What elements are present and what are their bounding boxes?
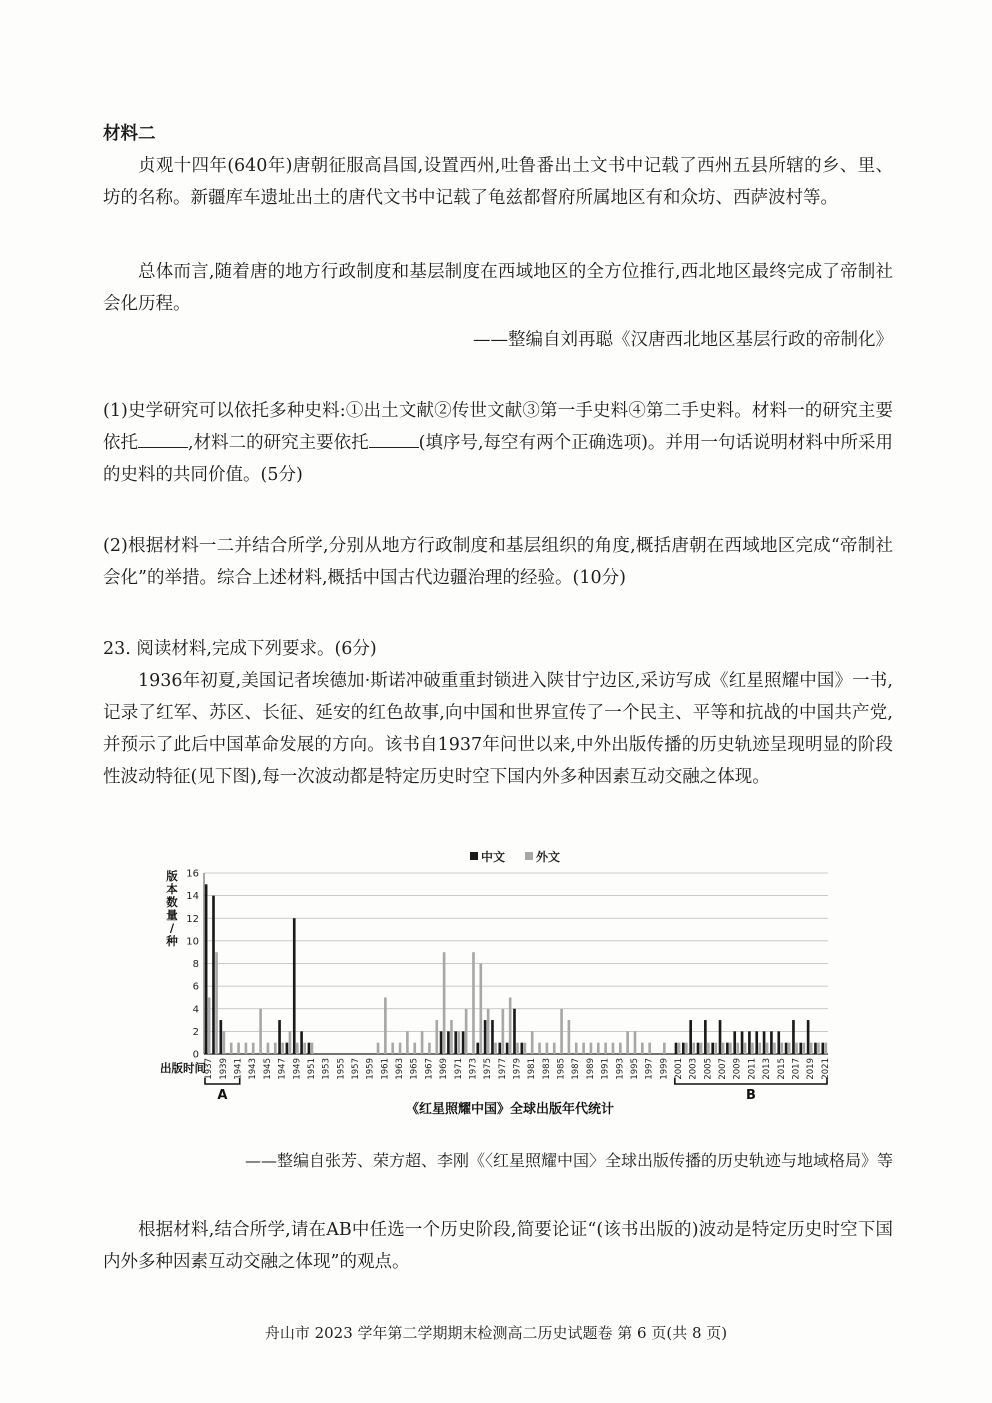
- x-tick-label: 2001: [674, 1058, 685, 1080]
- bar-foreign: [450, 1020, 453, 1054]
- bar-chinese: [682, 1043, 685, 1054]
- y-tick-label: 12: [186, 913, 199, 925]
- bar-foreign: [626, 1031, 629, 1054]
- x-tick-label: 1961: [380, 1058, 391, 1080]
- bar-foreign: [443, 952, 446, 1054]
- bar-foreign: [421, 1031, 424, 1054]
- answer-blank-1[interactable]: [138, 429, 188, 448]
- bar-chinese: [675, 1043, 678, 1054]
- bar-foreign: [590, 1043, 593, 1054]
- material2-paragraph-1: 贞观十四年(640年)唐朝征服高昌国,设置西州,吐鲁番出土文书中记载了西州五县所辖的乡、里、坊的名称。新疆库车遗址出土的唐代文书中记载了龟兹都督府所属地区有和众坊、西萨波村等。: [103, 156, 893, 208]
- bar-foreign: [700, 1043, 703, 1054]
- bar-foreign: [230, 1043, 233, 1054]
- bar-foreign: [494, 1043, 497, 1054]
- y-tick-label: 16: [186, 868, 199, 880]
- x-tick-label: 1989: [585, 1058, 596, 1080]
- x-tick-label: 1945: [262, 1058, 273, 1080]
- x-tick-label: 1977: [497, 1058, 508, 1080]
- bar-foreign: [582, 1043, 585, 1054]
- bar-chinese: [513, 1009, 516, 1054]
- bar-foreign: [502, 1009, 505, 1054]
- y-tick-label: 10: [186, 936, 199, 948]
- bar-foreign: [612, 1043, 615, 1054]
- bar-chinese: [711, 1043, 714, 1054]
- bar-chinese: [454, 1031, 457, 1054]
- bar-foreign: [736, 1043, 739, 1054]
- bar-foreign: [245, 1043, 248, 1054]
- legend-swatch: [525, 852, 533, 860]
- bar-foreign: [223, 1031, 226, 1054]
- x-tick-label: 2005: [703, 1058, 714, 1080]
- material2-paragraph-2: 总体而言,随着唐的地方行政制度和基层制度在西域地区的全方位推行,西北地区最终完成了帝制社会化历程。: [103, 262, 893, 314]
- bar-chinese: [278, 1020, 281, 1054]
- bar-foreign: [311, 1043, 314, 1054]
- y-tick-label: 2: [192, 1026, 199, 1038]
- bar-chinese: [440, 1031, 443, 1054]
- bar-foreign: [303, 1043, 306, 1054]
- bar-foreign: [810, 1043, 813, 1054]
- x-tick-label: 2021: [820, 1058, 831, 1080]
- legend-label: 外文: [536, 850, 561, 864]
- x-tick-label: 1947: [277, 1058, 288, 1080]
- legend-label: 中文: [481, 850, 506, 864]
- bar-foreign: [406, 1031, 409, 1054]
- question-23-source: ——整编自张芳、荣方超、李刚《〈红星照耀中国〉全球出版传播的历史轨迹与地域格局》等: [244, 1151, 893, 1170]
- bar-foreign: [788, 1043, 791, 1054]
- bar-foreign: [597, 1043, 600, 1054]
- bar-foreign: [281, 1043, 284, 1054]
- bar-foreign: [399, 1043, 402, 1054]
- question-23-material: 1936年初夏,美国记者埃德加·斯诺冲破重重封锁进入陕甘宁边区,采访写成《红星照耀中国》一书,记录了红军、苏区、长征、延安的红色故事,向中国和世界宣传了一个民主、平等和抗战的中国共产党,并预示了此后中国革命发展的方向。该书自1937年问世以来,中外出版传播的历史轨迹呈现明显的阶段性波动特征(见下图),每一次波动都是特定历史时空下国内外多种因素互动交融之体现。: [103, 671, 893, 787]
- x-tick-label: 1941: [233, 1058, 244, 1080]
- bar-chinese: [697, 1043, 700, 1054]
- bar-foreign: [259, 1009, 262, 1054]
- bar-chinese: [748, 1031, 751, 1054]
- x-tick-label: 1971: [453, 1058, 464, 1080]
- y-tick-label: 8: [192, 959, 199, 970]
- bar-foreign: [648, 1043, 651, 1054]
- bar-chinese: [520, 1043, 523, 1054]
- x-tick-label: 1995: [629, 1058, 640, 1080]
- y-tick-label: 0: [192, 1049, 199, 1061]
- bar-foreign: [758, 1043, 761, 1054]
- question-1-part-2: ,材料二的研究主要依托: [188, 433, 369, 453]
- bar-chinese: [484, 1020, 487, 1054]
- y-tick-label: 6: [192, 981, 199, 993]
- bar-chinese: [792, 1020, 795, 1054]
- y-axis-label-char: 种: [166, 934, 178, 948]
- x-tick-label: 1997: [644, 1058, 655, 1080]
- bar-foreign: [296, 1043, 299, 1054]
- bar-foreign: [472, 952, 475, 1054]
- x-tick-label: 1979: [512, 1058, 523, 1080]
- x-tick-label: 1991: [600, 1058, 611, 1080]
- bar-chinese: [498, 1043, 501, 1054]
- question-1: [103, 395, 893, 491]
- x-tick-label: 2011: [747, 1058, 758, 1080]
- bar-chinese: [733, 1031, 736, 1054]
- x-tick-label: 1973: [468, 1058, 479, 1080]
- x-tick-label: 2019: [806, 1058, 817, 1080]
- x-tick-label: 1951: [306, 1058, 317, 1080]
- bar-chinese: [799, 1043, 802, 1054]
- bar-foreign: [619, 1043, 622, 1054]
- x-tick-label: 2013: [762, 1058, 773, 1080]
- bar-foreign: [553, 1043, 556, 1054]
- bar-chinese: [220, 1020, 223, 1054]
- chart-title: 《红星照耀中国》全球出版年代统计: [405, 1102, 615, 1117]
- bar-chinese: [462, 1031, 465, 1054]
- question-1-part-1: (1)史学研究可以依托多种史料:①出土文献②传世文献③第一手史料④第二手史料。材料一的研究主要依托: [103, 401, 893, 453]
- question-23-task: 根据材料,结合所学,请在AB中任选一个历史阶段,简要论证“(该书出版的)波动是特定历史时空下国内外多种因素互动交融之体现”的观点。: [103, 1220, 893, 1272]
- x-tick-label: 1967: [424, 1058, 435, 1080]
- bar-foreign: [267, 1043, 270, 1054]
- x-tick-label: 1993: [615, 1058, 626, 1080]
- x-tick-label: 1939: [218, 1058, 229, 1080]
- x-tick-label: 1965: [409, 1058, 420, 1080]
- y-axis-label-char: /: [169, 921, 175, 935]
- bar-foreign: [773, 1043, 776, 1054]
- bar-foreign: [780, 1043, 783, 1054]
- question-2: (2)根据材料一二并结合所学,分别从地方行政制度和基层组织的角度,概括唐朝在西域地区完成“帝制社会化”的举措。综合上述材料,概括中国古代边疆治理的经验。(10分): [103, 536, 893, 588]
- bar-foreign: [692, 1043, 695, 1054]
- bar-chinese: [755, 1031, 758, 1054]
- bar-foreign: [685, 1043, 688, 1054]
- x-tick-label: 1953: [321, 1058, 332, 1080]
- bar-chinese: [308, 1043, 311, 1054]
- bar-foreign: [575, 1043, 578, 1054]
- bar-chinese: [704, 1020, 707, 1054]
- publication-bar-chart: [160, 846, 860, 1121]
- bar-chinese: [205, 884, 208, 1054]
- bar-foreign: [413, 1043, 416, 1054]
- bar-chinese: [293, 918, 296, 1054]
- y-axis-label-char: 本: [166, 882, 178, 896]
- bar-foreign: [435, 1020, 438, 1054]
- x-tick-label: 1999: [659, 1058, 670, 1080]
- bar-foreign: [795, 1043, 798, 1054]
- bar-foreign: [817, 1043, 820, 1054]
- y-tick-label: 14: [186, 891, 199, 903]
- bar-chinese: [286, 1043, 289, 1054]
- x-tick-label: 2017: [791, 1058, 802, 1080]
- bar-foreign: [766, 1043, 769, 1054]
- bar-chinese: [821, 1043, 824, 1054]
- bar-chinese: [476, 1043, 479, 1054]
- bar-chinese: [491, 1020, 494, 1054]
- x-tick-label: 1963: [395, 1058, 406, 1080]
- period-label: B: [745, 1088, 756, 1103]
- question-1-part-3: (填序号,每空有两个正确选项)。并用一句话说明材料中所采用的史料的共同价值。(5分): [103, 433, 894, 485]
- bar-chinese: [212, 896, 215, 1054]
- x-tick-label: 1943: [248, 1058, 259, 1080]
- answer-blank-2[interactable]: [369, 429, 419, 448]
- bar-foreign: [744, 1043, 747, 1054]
- bar-foreign: [634, 1031, 637, 1054]
- bar-foreign: [663, 1043, 666, 1054]
- y-axis-label-char: 数: [166, 895, 178, 909]
- y-axis-label-char: 量: [166, 908, 178, 922]
- x-tick-label: 2007: [718, 1058, 729, 1080]
- bar-foreign: [751, 1043, 754, 1054]
- x-tick-label: 2009: [732, 1058, 743, 1080]
- period-label: A: [217, 1088, 228, 1103]
- bar-foreign: [509, 997, 512, 1054]
- bar-foreign: [729, 1043, 732, 1054]
- bar-foreign: [391, 1043, 394, 1054]
- bar-foreign: [274, 1043, 277, 1054]
- bar-foreign: [641, 1043, 644, 1054]
- bar-chinese: [785, 1043, 788, 1054]
- bar-foreign: [604, 1043, 607, 1054]
- x-tick-label: 2003: [688, 1058, 699, 1080]
- y-tick-label: 4: [192, 1004, 199, 1016]
- bar-foreign: [678, 1043, 681, 1054]
- bar-foreign: [803, 1043, 806, 1054]
- bar-foreign: [825, 1043, 828, 1054]
- bar-foreign: [377, 1043, 380, 1054]
- legend-swatch: [470, 852, 478, 860]
- material2-heading: 材料二: [103, 124, 156, 144]
- x-tick-label: 1985: [556, 1058, 567, 1080]
- bar-chinese: [689, 1020, 692, 1054]
- bar-foreign: [237, 1043, 240, 1054]
- bar-chinese: [300, 1031, 303, 1054]
- bar-chinese: [777, 1031, 780, 1054]
- bar-foreign: [516, 1043, 519, 1054]
- bar-chinese: [447, 1031, 450, 1054]
- x-tick-label: 1983: [541, 1058, 552, 1080]
- x-tick-label: 1969: [439, 1058, 450, 1080]
- bar-foreign: [289, 1031, 292, 1054]
- bar-chinese: [719, 1020, 722, 1054]
- bar-foreign: [722, 1043, 725, 1054]
- x-tick-label: 1959: [365, 1058, 376, 1080]
- bar-foreign: [568, 1020, 571, 1054]
- x-axis-label: 出版时间: [160, 1061, 206, 1075]
- bar-foreign: [208, 997, 211, 1054]
- x-tick-label: 1987: [571, 1058, 582, 1080]
- bar-chinese: [763, 1031, 766, 1054]
- bar-foreign: [531, 1031, 534, 1054]
- x-tick-label: 1955: [336, 1058, 347, 1080]
- bar-foreign: [479, 964, 482, 1055]
- x-tick-label: 1937: [204, 1058, 215, 1080]
- bar-chinese: [770, 1031, 773, 1054]
- bar-foreign: [215, 952, 218, 1054]
- bar-foreign: [707, 1043, 710, 1054]
- bar-foreign: [560, 1009, 563, 1054]
- bar-foreign: [252, 1043, 255, 1054]
- bar-foreign: [524, 1043, 527, 1054]
- bar-chinese: [814, 1043, 817, 1054]
- bar-foreign: [714, 1043, 717, 1054]
- bar-chinese: [741, 1031, 744, 1054]
- x-tick-label: 1949: [292, 1058, 303, 1080]
- x-tick-label: 1975: [483, 1058, 494, 1080]
- bar-foreign: [538, 1043, 541, 1054]
- question-23-heading: 23. 阅读材料,完成下列要求。(6分): [103, 639, 377, 659]
- x-tick-label: 1981: [527, 1058, 538, 1080]
- bar-chinese: [726, 1043, 729, 1054]
- bar-foreign: [546, 1043, 549, 1054]
- page-footer: 舟山市 2023 学年第二学期期末检测高二历史试题卷 第 6 页(共 8 页): [264, 1324, 728, 1342]
- bar-foreign: [428, 1043, 431, 1054]
- x-tick-label: 2015: [776, 1058, 787, 1080]
- y-axis-label-char: 版: [166, 869, 178, 883]
- x-tick-label: 1957: [350, 1058, 361, 1080]
- bar-foreign: [487, 1009, 490, 1054]
- bar-foreign: [457, 1031, 460, 1054]
- bar-chinese: [807, 1020, 810, 1054]
- bar-chinese: [506, 1043, 509, 1054]
- bar-foreign: [465, 1009, 468, 1054]
- bar-foreign: [384, 997, 387, 1054]
- material2-source: ——整编自刘再聪《汉唐西北地区基层行政的帝制化》: [473, 330, 893, 350]
